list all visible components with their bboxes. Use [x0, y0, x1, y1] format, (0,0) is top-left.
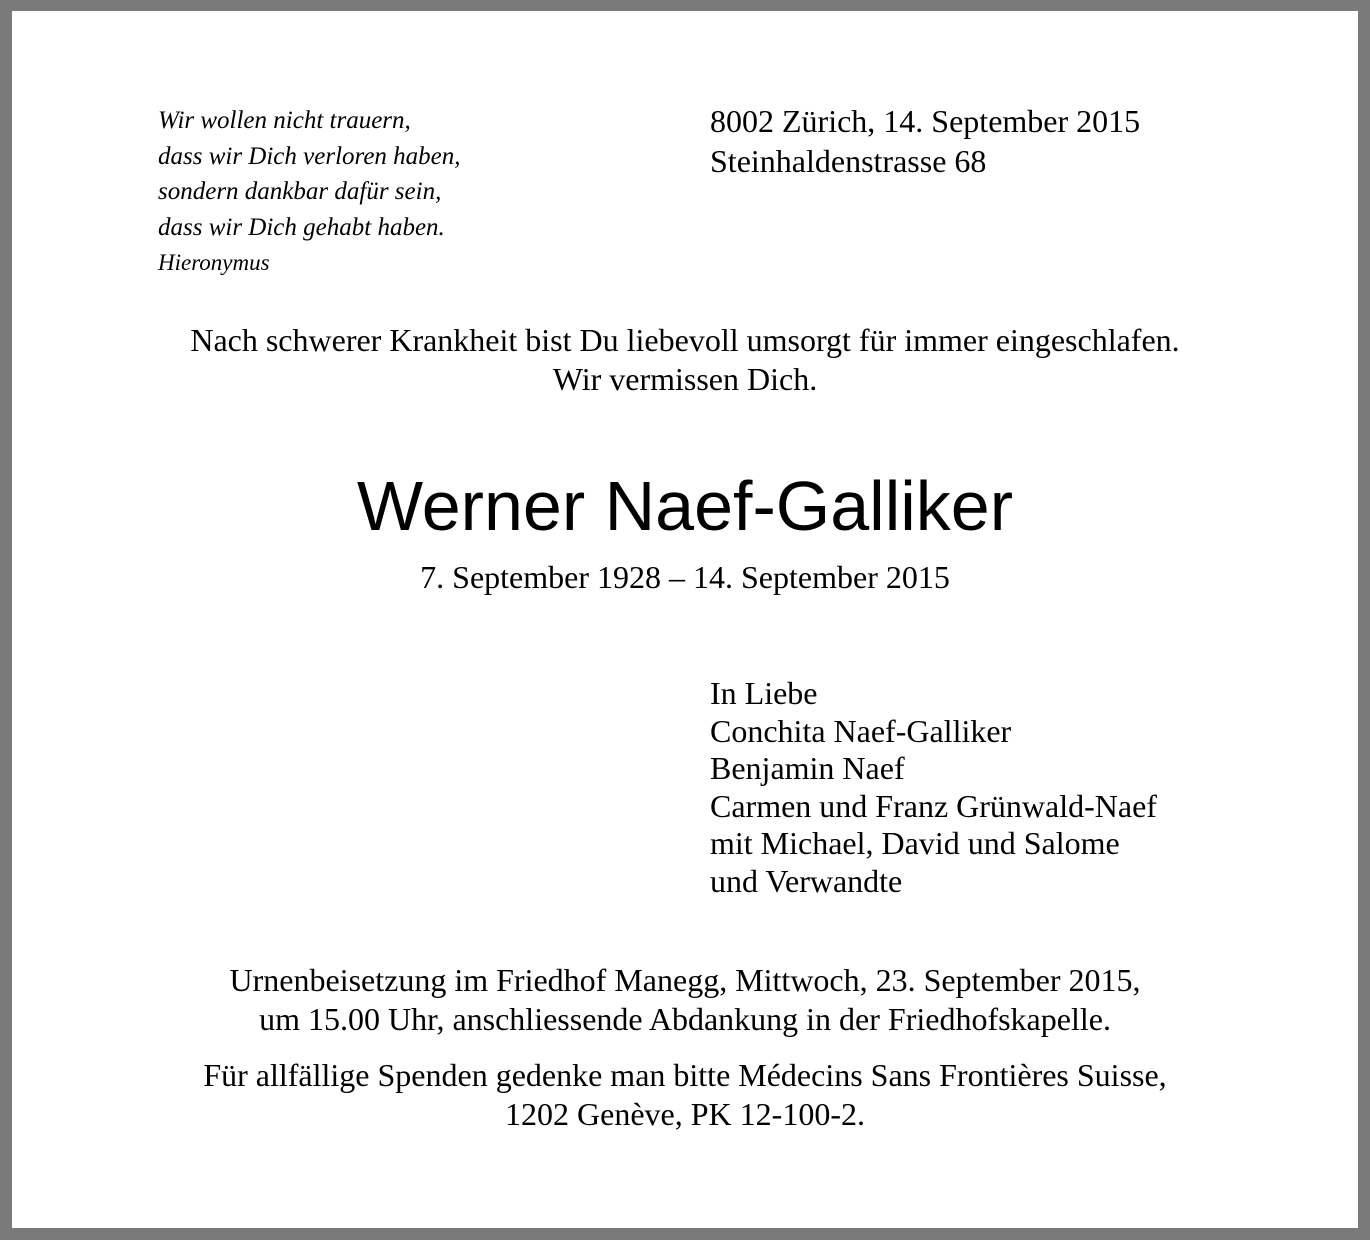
motto-author: Hieronymus	[158, 250, 270, 275]
family-line: Carmen und Franz Grünwald-Naef	[710, 787, 1157, 824]
motto-line: sondern dankbar dafür sein,	[158, 178, 442, 205]
donation-line: 1202 Genève, PK 12-100-2.	[505, 1096, 865, 1132]
family-line: Conchita Naef-Galliker	[710, 712, 1012, 749]
motto-line: Wir wollen nicht trauern,	[158, 107, 411, 134]
family-list	[710, 675, 1157, 901]
family-line: Benjamin Naef	[710, 750, 905, 787]
intro-line: Wir vermissen Dich.	[552, 361, 818, 397]
intro-text	[12, 321, 1358, 399]
place-date: 8002 Zürich, 14. September 2015	[710, 103, 1141, 139]
intro-line: Nach schwerer Krankheit bist Du liebevoll umsorgt für immer eingeschlafen.	[190, 322, 1180, 358]
motto-line: dass wir Dich verloren haben,	[158, 142, 461, 170]
funeral-line: Urnenbeisetzung im Friedhof Manegg, Mittwoch, 23. September 2015,	[229, 962, 1141, 998]
family-line: In Liebe	[710, 675, 818, 711]
life-dates: 7. September 1928 – 14. September 2015	[420, 559, 950, 595]
address-block	[710, 101, 1140, 181]
obituary-page	[12, 11, 1358, 1228]
family-line: und Verwandte	[710, 862, 903, 899]
funeral-line: um 15.00 Uhr, anschliessende Abdankung in der Friedhofskapelle.	[259, 1001, 1111, 1037]
donation-line: Für allfällige Spenden gedenke man bitte Médecins Sans Frontières Suisse,	[203, 1057, 1167, 1093]
street: Steinhaldenstrasse 68	[710, 143, 987, 179]
motto-quote	[158, 103, 461, 281]
motto-line: dass wir Dich gehabt haben.	[158, 213, 445, 241]
donation-info	[12, 1056, 1358, 1134]
family-line: mit Michael, David und Salome	[710, 825, 1120, 862]
funeral-info	[12, 961, 1358, 1039]
deceased-name: Werner Naef-Galliker	[356, 467, 1014, 545]
